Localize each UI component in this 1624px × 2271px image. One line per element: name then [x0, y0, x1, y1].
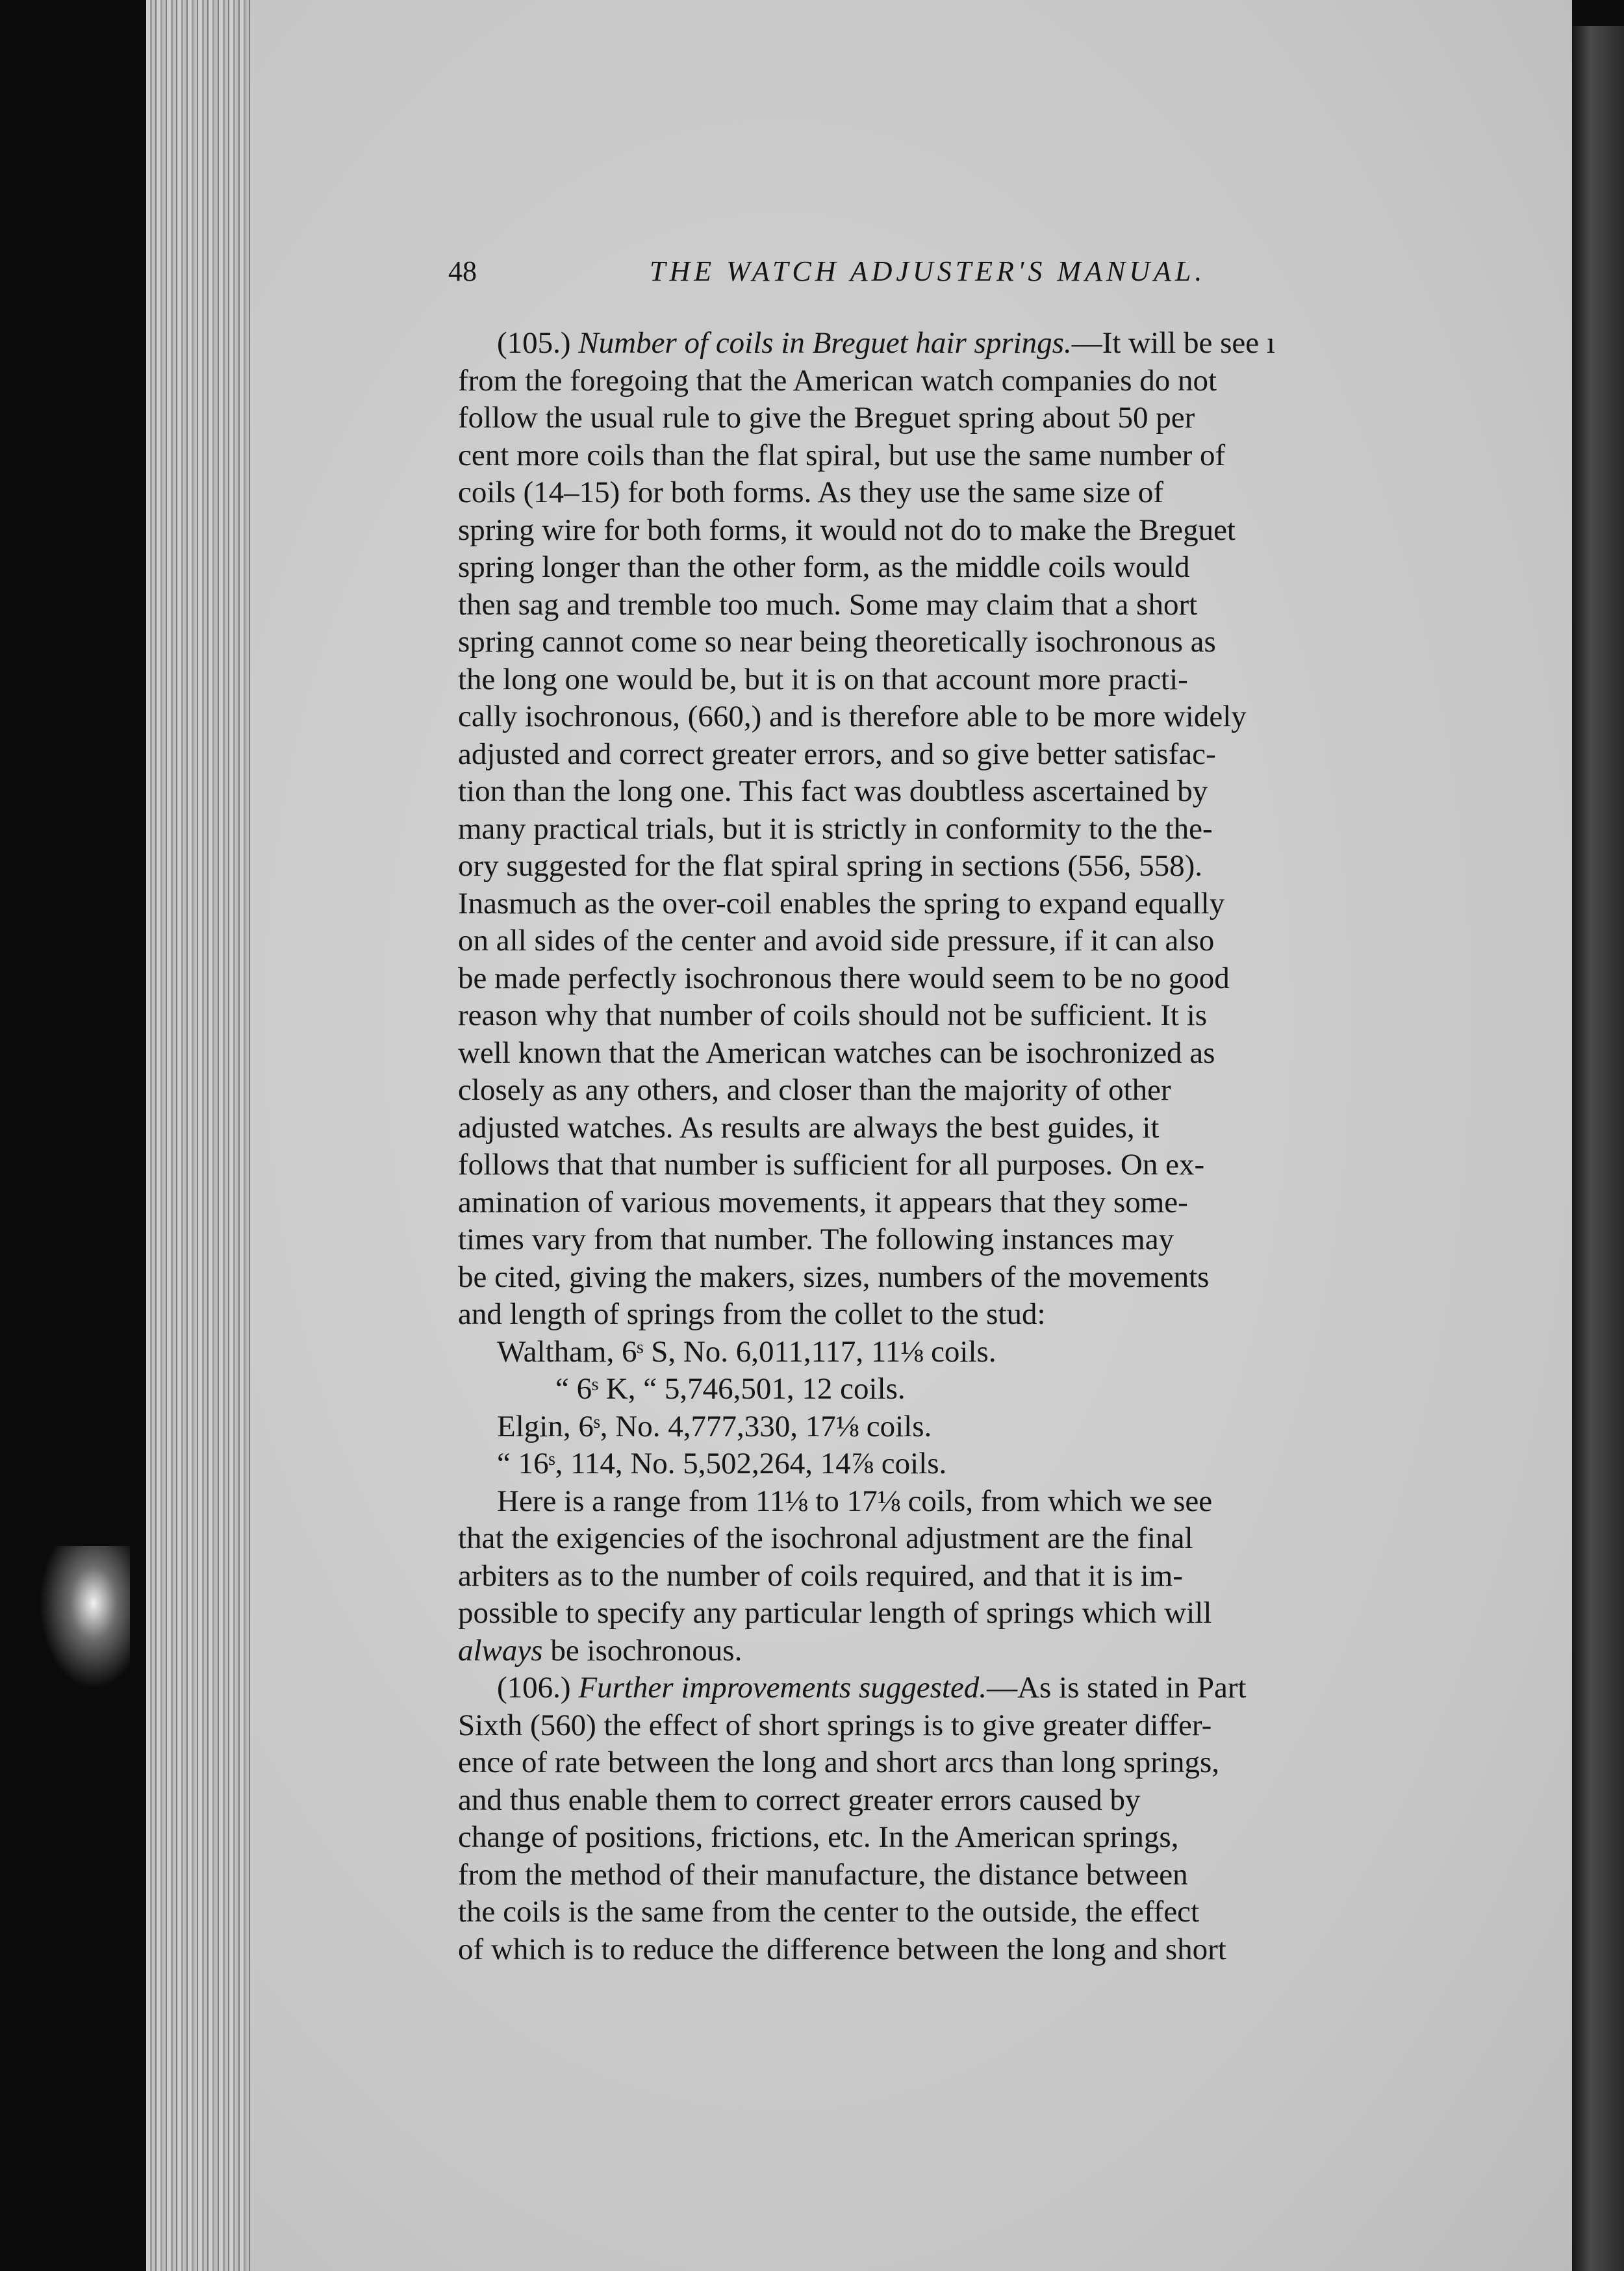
section-106-heading: Further improvements suggested.: [578, 1671, 987, 1705]
text-line: ence of rate between the long and short arcs than long springs,: [458, 1745, 1220, 1779]
text-line: Inasmuch as the over-coil enables the spring to expand equally: [458, 886, 1225, 920]
text-line: possible to specify any particular length of springs which will: [458, 1596, 1212, 1630]
text-line: amination of various movements, it appears that they some-: [458, 1185, 1188, 1219]
text-line: spring cannot come so near being theoretically isochronous as: [458, 625, 1216, 659]
text-line: well known that the American watches can be isochronized as: [458, 1035, 1215, 1070]
scan-light-flare: [39, 1546, 130, 1689]
text-line: tion than the long one. This fact was doubtless ascertained by: [458, 774, 1208, 808]
text-line: cally isochronous, (660,) and is therefore able to be more widely: [458, 700, 1247, 733]
text-line: the coils is the same from the center to the outside, the effect: [458, 1895, 1200, 1929]
section-106-first-line: [458, 1669, 1497, 1707]
section-105-last-line-rest: be isochronous.: [542, 1633, 742, 1668]
text-line: Waltham, 6ˢ S, No. 6,011,117, 11⅛ coils.: [497, 1334, 996, 1369]
always-italic: always: [458, 1633, 543, 1668]
coil-table: [458, 1334, 1497, 1483]
body-text: [458, 325, 1497, 1968]
facing-page-edge: [1572, 26, 1624, 2271]
section-105-lines: [458, 362, 1497, 1334]
text-line: Here is a range from 11⅛ to 17⅛ coils, from which we see: [497, 1484, 1213, 1518]
text-line: the long one would be, but it is on that account more practi-: [458, 662, 1188, 696]
text-line: then sag and tremble too much. Some may claim that a short: [458, 587, 1198, 622]
text-line: coils (14–15) for both forms. As they use the same size of: [458, 476, 1164, 509]
running-head: [448, 255, 1488, 300]
text-line: from the foregoing that the American watch companies do not: [458, 363, 1217, 398]
section-105-number: (105.): [497, 326, 571, 360]
section-105-first-line-rest: —It will be see ı: [1071, 326, 1275, 360]
text-line: of which is to reduce the difference between the long and short: [458, 1932, 1226, 1966]
running-title: THE WATCH ADJUSTER'S MANUAL.: [650, 255, 1206, 287]
text-line: be cited, giving the makers, sizes, numbers of the movements: [458, 1260, 1210, 1294]
book-page-edges: [146, 0, 260, 2271]
section-105-first-line: [458, 325, 1497, 362]
text-line: from the method of their manufacture, the distance between: [458, 1857, 1188, 1892]
text-line: “ 6ˢ K, “ 5,746,501, 12 coils.: [555, 1372, 906, 1406]
section-106-lines: [458, 1707, 1497, 1969]
text-line: that the exigencies of the isochronal adjustment are the final: [458, 1521, 1193, 1555]
text-line: be made perfectly isochronous there would seem to be no good: [458, 961, 1230, 995]
section-105-after-table: [458, 1483, 1497, 1632]
text-line: follow the usual rule to give the Breguet spring about 50 per: [458, 401, 1195, 435]
section-106-number: (106.): [497, 1671, 571, 1705]
text-line: reason why that number of coils should not be sufficient. It is: [458, 998, 1208, 1032]
section-106-first-line-rest: —As is stated in Part: [987, 1671, 1247, 1705]
text-line: Elgin, 6ˢ, No. 4,777,330, 17⅛ coils.: [497, 1409, 932, 1443]
page-number: 48: [448, 255, 477, 287]
text-line: ory suggested for the flat spiral spring in sections (556, 558).: [458, 849, 1203, 883]
text-line: and length of springs from the collet to the stud:: [458, 1297, 1046, 1331]
text-line: Sixth (560) the effect of short springs is to give greater differ-: [458, 1708, 1212, 1742]
section-105-heading: Number of coils in Breguet hair springs.: [578, 326, 1072, 360]
text-line: arbiters as to the number of coils required, and that it is im-: [458, 1558, 1183, 1593]
text-line: adjusted and correct greater errors, and so give better satisfac-: [458, 737, 1216, 771]
text-line: spring wire for both forms, it would not do to make the Breguet: [458, 513, 1236, 547]
text-line: on all sides of the center and avoid side pressure, if it can also: [458, 924, 1215, 958]
text-line: “ 16ˢ, 114, No. 5,502,264, 14⅞ coils.: [497, 1447, 947, 1480]
text-line: change of positions, frictions, etc. In the American springs,: [458, 1820, 1179, 1854]
text-line: cent more coils than the flat spiral, but use the same number of: [458, 438, 1226, 472]
text-line: spring longer than the other form, as the middle coils would: [458, 550, 1190, 584]
text-line: closely as any others, and closer than the majority of other: [458, 1073, 1171, 1107]
text-line: follows that that number is sufficient for all purposes. On ex-: [458, 1148, 1205, 1182]
text-line: and thus enable them to correct greater errors caused by: [458, 1783, 1141, 1817]
section-105-last-line: [458, 1632, 1497, 1670]
text-line: many practical trials, but it is strictly in conformity to the the-: [458, 811, 1213, 846]
text-line: times vary from that number. The following instances may: [458, 1223, 1174, 1256]
text-line: adjusted watches. As results are always the best guides, it: [458, 1110, 1160, 1145]
